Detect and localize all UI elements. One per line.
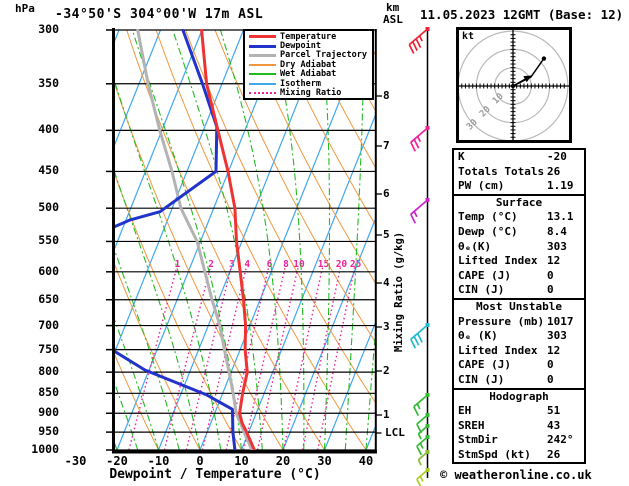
table-row [454,283,584,298]
legend-label: Mixing Ratio [280,88,342,99]
hodograph-ring-label: 20 [478,104,493,120]
table-row-label: θₑ(K) [458,239,492,253]
legend-swatch-wet-adiabat [249,73,276,75]
table-group [452,194,586,300]
table-row-value: 0 [547,372,554,386]
wind-barb-feather [411,142,416,151]
pressure-tick-label: 450 [38,163,59,178]
hodograph-trace [513,59,544,87]
wind-barb-feather [411,339,416,348]
isotherm-line [0,30,161,450]
table-row-value: 12 [547,343,561,357]
pressure-tick-label: 950 [38,424,59,439]
table-row-label: PW (cm) [458,179,505,193]
wet-adiabat-line [0,30,34,450]
table-group [452,298,586,390]
mixing-ratio-value-label: 1 [174,259,181,270]
table-group-header: Most Unstable [475,299,563,313]
km-tick-label: 5 [383,228,390,241]
x-tick-label: -30 [64,454,87,468]
table-row-value: 26 [547,447,561,461]
table-row [454,373,584,388]
isotherm-line [0,30,78,450]
lcl-marker-label: LCL [385,426,405,439]
legend-label: Isotherm [280,78,321,89]
table-row [454,150,584,165]
legend-item [245,32,372,41]
table-row-label: Pressure (mb) [458,314,545,328]
legend-label: Dewpoint [280,41,321,52]
km-tick-label: 6 [383,187,390,200]
credit-footer: © weatheronline.co.uk [440,468,592,482]
table-row [454,404,584,419]
km-tick-label: 1 [383,408,390,421]
dry-adiabat-line [68,30,242,450]
isotherm-line [0,30,119,450]
station-title: -34°50'S 304°00'W 17m ASL [55,7,264,22]
pressure-tick-label: 350 [38,75,59,90]
legend-label: Dry Adiabat [280,59,337,70]
hodograph-unit-label: kt [462,31,475,42]
table-row [454,240,584,255]
pressure-tick-label: 700 [38,317,59,332]
legend-item [245,70,372,79]
table-row-value: 303 [547,239,567,253]
mixing-ratio-value-label: 3 [229,259,235,270]
pressure-unit-label: hPa [15,2,35,15]
x-tick-label: 0 [196,454,204,468]
table-row [454,419,584,434]
table-row [454,433,584,448]
legend-item [245,88,372,97]
wet-adiabat-line [24,30,158,450]
pressure-tick-label: 550 [38,233,59,248]
hodograph-ring-label: 30 [465,117,480,133]
legend-item [245,79,372,88]
table-row-value: 51 [547,404,561,418]
mixing-ratio-value-label: 25 [349,259,362,270]
table-row-label: Temp (°C) [458,210,518,224]
dry-adiabat-line [9,30,159,450]
wind-barb-feather [409,45,414,54]
table-group-header: Hodograph [489,389,549,403]
legend-label: Parcel Trajectory [280,50,367,61]
legend-swatch-isotherm [249,83,276,85]
legend-item [245,51,372,60]
wind-barb-feather [418,434,421,439]
parcel-trajectory-line [138,30,252,450]
wet-adiabat-line [0,30,96,450]
wind-barb-shaft [417,415,428,424]
legend-swatch-temperature [249,35,276,38]
wind-barb-feather [414,211,417,216]
table-row-value: 26 [547,164,561,178]
wind-barb [411,198,430,223]
legend [243,29,374,100]
table-row [454,210,584,225]
table-row [454,315,584,330]
wind-barb-feather [414,407,419,416]
table-row-label: Lifted Index [458,343,538,357]
wind-barb-feather [420,476,423,481]
mixing-ratio-value-label: 8 [283,259,289,270]
mixing-ratio-axis-label: Mixing Ratio (g/kg) [393,231,405,352]
pressure-tick-label: 900 [38,405,59,420]
mixing-ratio-value-label: 15 [317,259,330,270]
km-axis-unit-line2: ASL [383,13,403,26]
wind-barb-feather [416,39,421,48]
table-group [452,388,586,465]
wind-barb-feather [411,214,416,223]
table-row-label: θₑ (K) [458,329,498,343]
table-row-value: 43 [547,418,561,432]
dry-adiabat-line [0,30,117,450]
pressure-tick-label: 1000 [31,442,59,456]
km-tick-label: 2 [383,364,390,377]
table-row-label: Lifted Index [458,254,538,268]
dry-adiabat-line [0,30,76,450]
wind-barb-feather [418,333,423,342]
mixing-ratio-value-label: 10 [293,259,305,270]
isotherm-line [0,30,36,450]
wind-barb-feather [418,460,421,465]
wind-barb-feather [418,136,421,141]
table-row [454,269,584,284]
table-row-value: 1017 [547,314,574,328]
legend-label: Temperature [280,31,337,42]
km-tick-label: 7 [383,139,390,152]
table-row-label: Totals Totals [458,164,545,178]
table-row [454,254,584,269]
table-row [454,225,584,240]
wind-barb-column [409,27,429,486]
wind-barb-shaft [414,395,428,407]
wind-barb-feather [414,336,419,345]
table-row [454,179,584,194]
x-tick-label: 10 [234,454,249,468]
wind-barb-feather [420,443,423,448]
km-tick-label: 8 [383,89,390,102]
pressure-tick-label: 650 [38,291,59,306]
wet-adiabat-line [0,30,75,450]
table-row-value: 0 [547,358,554,372]
km-axis-unit-line1: km [386,1,400,14]
pressure-tick-label: 400 [38,122,59,137]
table-row-label: Dewp (°C) [458,224,518,238]
mixing-ratio-value-label: 2 [208,259,214,270]
table-row-label: StmDir [458,433,498,447]
table-group [452,148,586,196]
hodograph-ring-label: 10 [491,91,506,107]
km-tick-label: 3 [383,320,390,333]
legend-swatch-mixing-ratio [249,92,276,94]
wind-barb-feather [417,446,422,455]
wind-barb-shaft [417,437,428,446]
table-row [454,358,584,373]
mixing-ratio-value-label: 4 [244,259,251,270]
sounding-indices-table [452,150,586,464]
pressure-tick-label: 600 [38,263,59,278]
mixing-ratio-line [164,266,210,450]
table-row [454,165,584,180]
wind-barb-feather [417,404,420,409]
table-group-header: Surface [495,195,543,209]
table-row-value: 0 [547,268,554,282]
table-row-label: CAPE (J) [458,268,511,282]
table-row [454,344,584,359]
table-row-value: 1.19 [547,179,574,193]
wind-barb-feather [413,42,418,51]
table-row [454,329,584,344]
wind-barb-feather [417,479,422,486]
mixing-ratio-line [318,266,355,450]
wind-barb-shaft [411,200,428,214]
dry-adiabat-line [0,30,34,450]
pressure-tick-label: 850 [38,385,59,400]
table-row-label: CIN (J) [458,283,505,297]
wind-barb [409,27,429,54]
x-tick-label: -10 [147,454,170,468]
hodograph-panel [456,27,572,143]
legend-swatch-dewpoint [249,45,276,48]
table-row-label: SREH [458,418,485,432]
wind-barb-feather [414,139,419,148]
wind-barb [411,323,430,348]
table-row-value: 0 [547,283,554,297]
pressure-tick-label: 300 [38,22,59,36]
table-row-label: StmSpd (kt) [458,447,531,461]
table-row-label: CAPE (J) [458,358,511,372]
x-tick-label: -20 [106,454,128,468]
table-row-value: 242° [547,433,574,447]
km-tick-label: 4 [383,276,390,289]
dry-adiabat-line [38,30,200,450]
x-tick-label: 20 [275,454,291,468]
wind-barb-shaft [417,470,428,479]
legend-label: Wet Adiabat [280,69,337,80]
legend-swatch-dry-adiabat [249,64,276,66]
wet-adiabat-line [0,30,55,450]
isotherm-line [76,30,244,450]
table-row-value: 13.1 [547,210,574,224]
pressure-tick-label: 800 [38,364,59,379]
table-row-value: 12 [547,254,561,268]
x-tick-label: 30 [317,454,332,468]
wet-adiabat-line [0,30,117,450]
table-row-label: K [458,150,465,163]
table-row-label: EH [458,404,472,418]
dewpoint-line [81,30,235,450]
wind-barb [411,126,430,151]
table-row-value: 8.4 [547,224,567,238]
x-axis-title: Dewpoint / Temperature (°C) [109,467,321,482]
mixing-ratio-value-label: 20 [335,259,348,270]
table-row [454,448,584,463]
pressure-tick-label: 750 [38,341,59,356]
legend-swatch-parcel-trajectory [249,54,276,57]
wind-barb-feather [420,36,423,41]
mixing-ratio-value-label: 6 [266,259,273,270]
datetime-title: 11.05.2023 12GMT (Base: 12) [420,7,624,22]
hodograph-end-dot [542,56,546,60]
pressure-tick-label: 500 [38,200,59,215]
x-tick-label: 40 [358,454,374,468]
table-row-value: 303 [547,329,567,343]
table-row-label: CIN (J) [458,372,505,386]
table-row-value: -20 [547,150,567,163]
